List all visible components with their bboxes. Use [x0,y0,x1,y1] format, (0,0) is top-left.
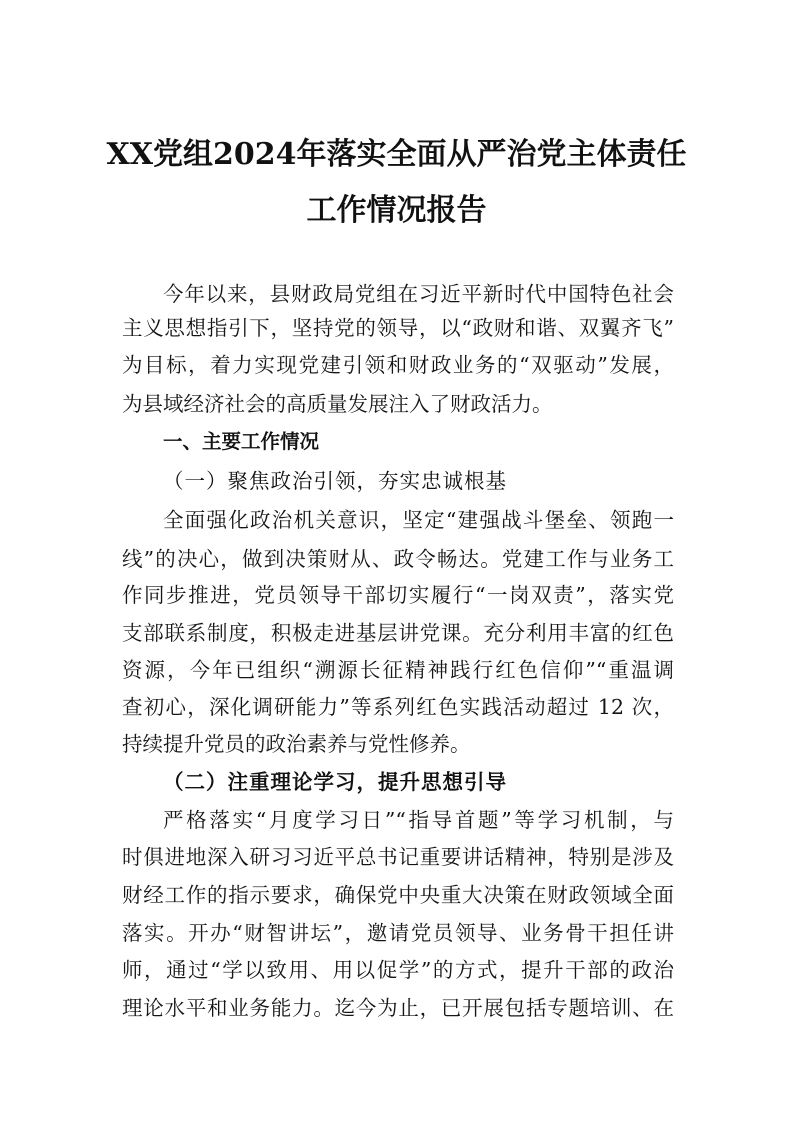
body-line: 理论水平和业务能力。迄今为止，已开展包括专题培训、在 [122,996,674,1020]
subsection-heading: （二）注重理论学习，提升思想引导 [163,770,507,794]
intro-line: 主义思想指引下，坚持党的领导，以“政财和谐、双翼齐飞” [122,316,674,340]
body-line: 时俱进地深入研习习近平总书记重要讲话精神，特别是涉及 [122,845,674,869]
body-line: 持续提升党员的政治素养与党性修养。 [122,732,471,756]
intro-line: 今年以来，县财政局党组在习近平新时代中国特色社会 [163,282,674,306]
document-title-line-2: 工作情况报告 [306,193,487,228]
body-line: 严格落实“月度学习日”“指导首题”等学习机制，与 [163,808,674,832]
body-line: 查初心，深化调研能力”等系列红色实践活动超过 12 次， [122,695,674,719]
body-line: 落实。开办“财智讲坛”，邀请党员领导、业务骨干担任讲 [122,921,674,945]
intro-line: 为县域经济社会的高质量发展注入了财政活力。 [122,392,553,416]
body-line: 资源，今年已组织“溯源长征精神践行红色信仰”“重温调 [122,658,674,682]
body-line: 财经工作的指示要求，确保党中央重大决策在财政领域全面 [122,883,674,907]
body-line: 线”的决心，做到决策财从、政令畅达。党建工作与业务工 [122,547,674,571]
body-line: 作同步推进，党员领导干部切实履行“一岗双责”，落实党 [122,583,674,607]
intro-line: 为目标，着力实现党建引领和财政业务的“双驱动”发展， [122,353,674,377]
body-line: 师，通过“学以致用、用以促学”的方式，提升干部的政治 [122,958,674,982]
document-title-line-1: XX党组2024年落实全面从严治党主体责任 [106,137,687,172]
section-heading: 一、主要工作情况 [163,430,320,453]
body-line: 全面强化政治机关意识，坚定“建强战斗堡垒、领跑一 [163,508,674,532]
subsection-heading: （一）聚焦政治引领，夯实忠诚根基 [163,469,507,493]
body-line: 支部联系制度，积极走进基层讲党课。充分利用丰富的红色 [122,621,674,645]
